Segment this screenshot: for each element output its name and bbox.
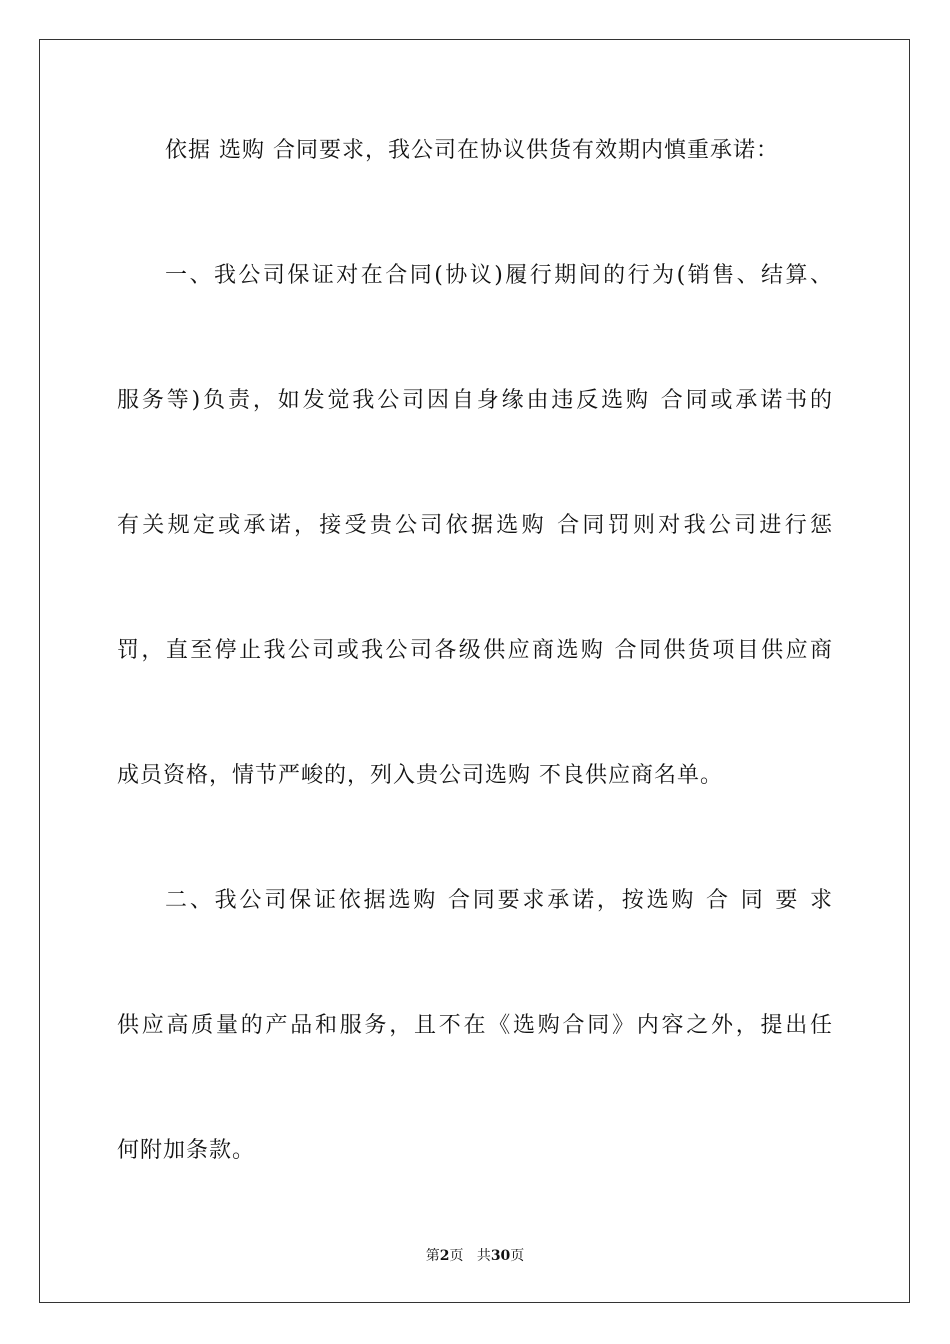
- page-border: [39, 39, 910, 1303]
- paragraph-2-line-3: 何附加条款。: [117, 1138, 256, 1163]
- footer-total-pages: 30: [490, 1248, 511, 1264]
- paragraph-1-line-5: 成员资格，情节严峻的，列入贵公司选购 不良供应商名单。: [117, 763, 723, 788]
- footer-total-prefix: 共: [476, 1248, 491, 1264]
- paragraph-2-line-2: 供应高质量的产品和服务，且不在《选购合同》内容之外，提出任: [117, 1013, 833, 1038]
- paragraph-2-line-1: 二、我公司保证依据选购 合同要求承诺，按选购 合 同 要 求: [165, 888, 833, 913]
- page-footer: [0, 1247, 950, 1265]
- paragraph-1-line-3: 有关规定或承诺，接受贵公司依据选购 合同罚则对我公司进行惩: [117, 513, 833, 538]
- footer-prefix: 第: [425, 1248, 440, 1264]
- paragraph-1-line-4: 罚，直至停止我公司或我公司各级供应商选购 合同供货项目供应商: [117, 638, 833, 663]
- paragraph-intro-line-1: 依据 选购 合同要求，我公司在协议供货有效期内慎重承诺：: [165, 138, 779, 163]
- footer-total-suffix: 页: [510, 1248, 525, 1264]
- footer-page-suffix: 页: [449, 1248, 464, 1264]
- paragraph-1-line-2: 服务等)负责，如发觉我公司因自身缘由违反选购 合同或承诺书的: [117, 388, 833, 413]
- paragraph-1-line-1: 一、我公司保证对在合同(协议)履行期间的行为(销售、结算、: [165, 263, 833, 288]
- footer-page-number: 2: [439, 1248, 450, 1264]
